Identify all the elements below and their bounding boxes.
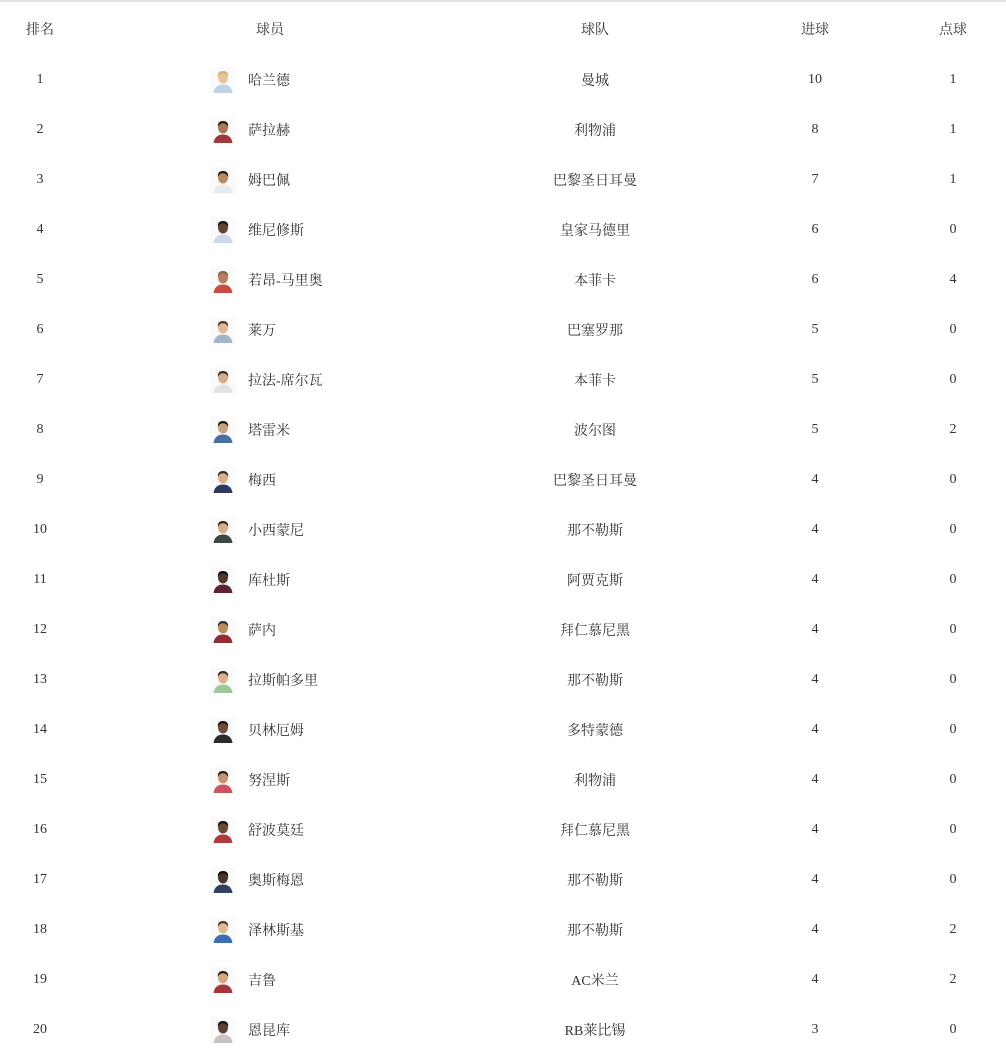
goals-value: 4 [811,672,819,687]
table-row [0,755,1006,805]
person-icon [210,367,236,393]
player-avatar [210,67,236,93]
player-name: 恩昆库 [248,1024,290,1039]
player-cell [80,417,460,443]
player-cell [80,167,460,193]
goals-value: 4 [811,972,819,987]
player-avatar [210,717,236,743]
rank-value: 15 [33,772,47,787]
person-icon [210,167,236,193]
team-name: 本菲卡 [574,374,616,389]
player-cell [80,317,460,343]
table-row [0,455,1006,505]
person-icon [210,467,236,493]
team-name: 阿贾克斯 [567,574,623,589]
rank-value: 12 [33,622,47,637]
table-row [0,505,1006,555]
header-penalties: 点球 [939,22,967,38]
player-avatar [210,517,236,543]
person-icon [210,417,236,443]
goals-value: 6 [811,222,819,237]
penalties-value: 2 [949,922,957,937]
penalties-value: 0 [949,322,957,337]
player-cell [80,467,460,493]
player-cell [80,667,460,693]
player-cell [80,67,460,93]
table-row [0,905,1006,955]
person-icon [210,717,236,743]
person-icon [210,1017,236,1043]
table-row [0,805,1006,855]
person-icon [210,867,236,893]
team-name: 拜仁慕尼黑 [560,624,630,639]
player-cell [80,867,460,893]
penalties-value: 0 [949,572,957,587]
table-row [0,955,1006,1005]
rank-value: 17 [33,872,47,887]
player-name: 若昂-马里奥 [248,274,323,289]
player-avatar [210,767,236,793]
header-team: 球队 [581,22,609,38]
penalties-value: 0 [949,522,957,537]
player-cell [80,817,460,843]
player-name: 萨内 [248,624,276,639]
penalties-value: 1 [949,172,957,187]
goals-value: 4 [811,522,819,537]
table-row [0,605,1006,655]
person-icon [210,317,236,343]
rank-value: 19 [33,972,47,987]
rank-value: 10 [33,522,47,537]
team-name: 利物浦 [574,774,616,789]
player-avatar [210,117,236,143]
penalties-value: 2 [949,972,957,987]
player-avatar [210,567,236,593]
player-cell [80,367,460,393]
table-row [0,1005,1006,1048]
player-avatar [210,1017,236,1043]
team-name: 利物浦 [574,124,616,139]
rank-value: 2 [36,122,44,137]
player-avatar [210,617,236,643]
player-name: 泽林斯基 [248,924,304,939]
player-avatar [210,167,236,193]
table-row [0,555,1006,605]
goals-value: 4 [811,772,819,787]
player-avatar [210,817,236,843]
rank-value: 5 [36,272,44,287]
player-name: 拉法-席尔瓦 [248,374,323,389]
player-name: 维尼修斯 [248,224,304,239]
rank-value: 16 [33,822,47,837]
table-row [0,105,1006,155]
penalties-value: 0 [949,472,957,487]
team-name: RB莱比锡 [564,1024,626,1039]
player-name: 奥斯梅恩 [248,874,304,889]
player-cell [80,117,460,143]
table-header-row [0,2,1006,55]
table-row [0,655,1006,705]
player-name: 吉鲁 [248,974,276,989]
player-name: 舒波莫廷 [248,824,304,839]
person-icon [210,817,236,843]
goals-value: 6 [811,272,819,287]
person-icon [210,617,236,643]
header-rank: 排名 [26,22,54,38]
table-row [0,855,1006,905]
rank-value: 14 [33,722,47,737]
player-avatar [210,317,236,343]
table-row [0,155,1006,205]
penalties-value: 0 [949,722,957,737]
person-icon [210,767,236,793]
player-cell [80,917,460,943]
penalties-value: 0 [949,1022,957,1037]
player-cell [80,1017,460,1043]
team-name: 那不勒斯 [567,524,623,539]
table-row [0,305,1006,355]
team-name: 皇家马德里 [560,224,630,239]
player-avatar [210,917,236,943]
player-cell [80,267,460,293]
player-name: 塔雷米 [248,424,290,439]
table-row [0,55,1006,105]
team-name: 巴黎圣日耳曼 [553,174,637,189]
goals-value: 10 [808,72,822,87]
person-icon [210,67,236,93]
person-icon [210,917,236,943]
penalties-value: 1 [949,122,957,137]
person-icon [210,967,236,993]
player-name: 库杜斯 [248,574,290,589]
person-icon [210,517,236,543]
player-avatar [210,417,236,443]
penalties-value: 0 [949,222,957,237]
player-avatar [210,267,236,293]
player-name: 哈兰德 [248,74,290,89]
player-cell [80,217,460,243]
rank-value: 18 [33,922,47,937]
penalties-value: 0 [949,822,957,837]
player-cell [80,717,460,743]
team-name: 那不勒斯 [567,674,623,689]
rank-value: 1 [36,72,44,87]
player-cell [80,617,460,643]
goals-value: 4 [811,622,819,637]
table-row [0,705,1006,755]
player-name: 拉斯帕多里 [248,674,318,689]
player-cell [80,567,460,593]
player-name: 姆巴佩 [248,174,290,189]
penalties-value: 0 [949,372,957,387]
penalties-value: 1 [949,72,957,87]
penalties-value: 4 [949,272,957,287]
rank-value: 13 [33,672,47,687]
player-name: 贝林厄姆 [248,724,304,739]
penalties-value: 0 [949,872,957,887]
team-name: 那不勒斯 [567,874,623,889]
player-avatar [210,667,236,693]
player-name: 萨拉赫 [248,124,290,139]
team-name: 本菲卡 [574,274,616,289]
goals-value: 4 [811,722,819,737]
person-icon [210,667,236,693]
player-avatar [210,367,236,393]
player-cell [80,967,460,993]
goals-value: 4 [811,572,819,587]
player-name: 梅西 [248,474,276,489]
penalties-value: 0 [949,622,957,637]
team-name: 那不勒斯 [567,924,623,939]
rank-value: 6 [36,322,44,337]
goals-value: 4 [811,822,819,837]
team-name: 曼城 [581,74,609,89]
goals-value: 5 [811,372,819,387]
rank-value: 8 [36,422,44,437]
goals-value: 5 [811,322,819,337]
team-name: 巴塞罗那 [567,324,623,339]
table-row [0,355,1006,405]
player-name: 莱万 [248,324,276,339]
player-avatar [210,217,236,243]
player-name: 小西蒙尼 [248,524,304,539]
team-name: 拜仁慕尼黑 [560,824,630,839]
team-name: 巴黎圣日耳曼 [553,474,637,489]
table-row [0,405,1006,455]
rank-value: 3 [36,172,44,187]
rank-value: 11 [33,572,47,587]
team-name: 多特蒙德 [567,724,623,739]
goals-value: 4 [811,472,819,487]
header-player: 球员 [256,22,284,38]
header-goals: 进球 [801,22,829,38]
player-name: 努涅斯 [248,774,290,789]
person-icon [210,117,236,143]
player-cell [80,517,460,543]
person-icon [210,217,236,243]
rank-value: 20 [33,1022,47,1037]
goals-value: 4 [811,872,819,887]
rank-value: 9 [36,472,44,487]
player-avatar [210,867,236,893]
penalties-value: 0 [949,672,957,687]
penalties-value: 0 [949,772,957,787]
goals-value: 8 [811,122,819,137]
player-cell [80,767,460,793]
goals-value: 3 [811,1022,819,1037]
team-name: AC米兰 [571,974,619,989]
player-avatar [210,967,236,993]
table-row [0,205,1006,255]
player-avatar [210,467,236,493]
person-icon [210,267,236,293]
goals-value: 5 [811,422,819,437]
table-body [0,55,1006,1048]
table-row [0,255,1006,305]
goals-value: 7 [811,172,819,187]
person-icon [210,567,236,593]
team-name: 波尔图 [574,424,616,439]
rank-value: 7 [36,372,44,387]
goals-value: 4 [811,922,819,937]
rank-value: 4 [36,222,44,237]
penalties-value: 2 [949,422,957,437]
